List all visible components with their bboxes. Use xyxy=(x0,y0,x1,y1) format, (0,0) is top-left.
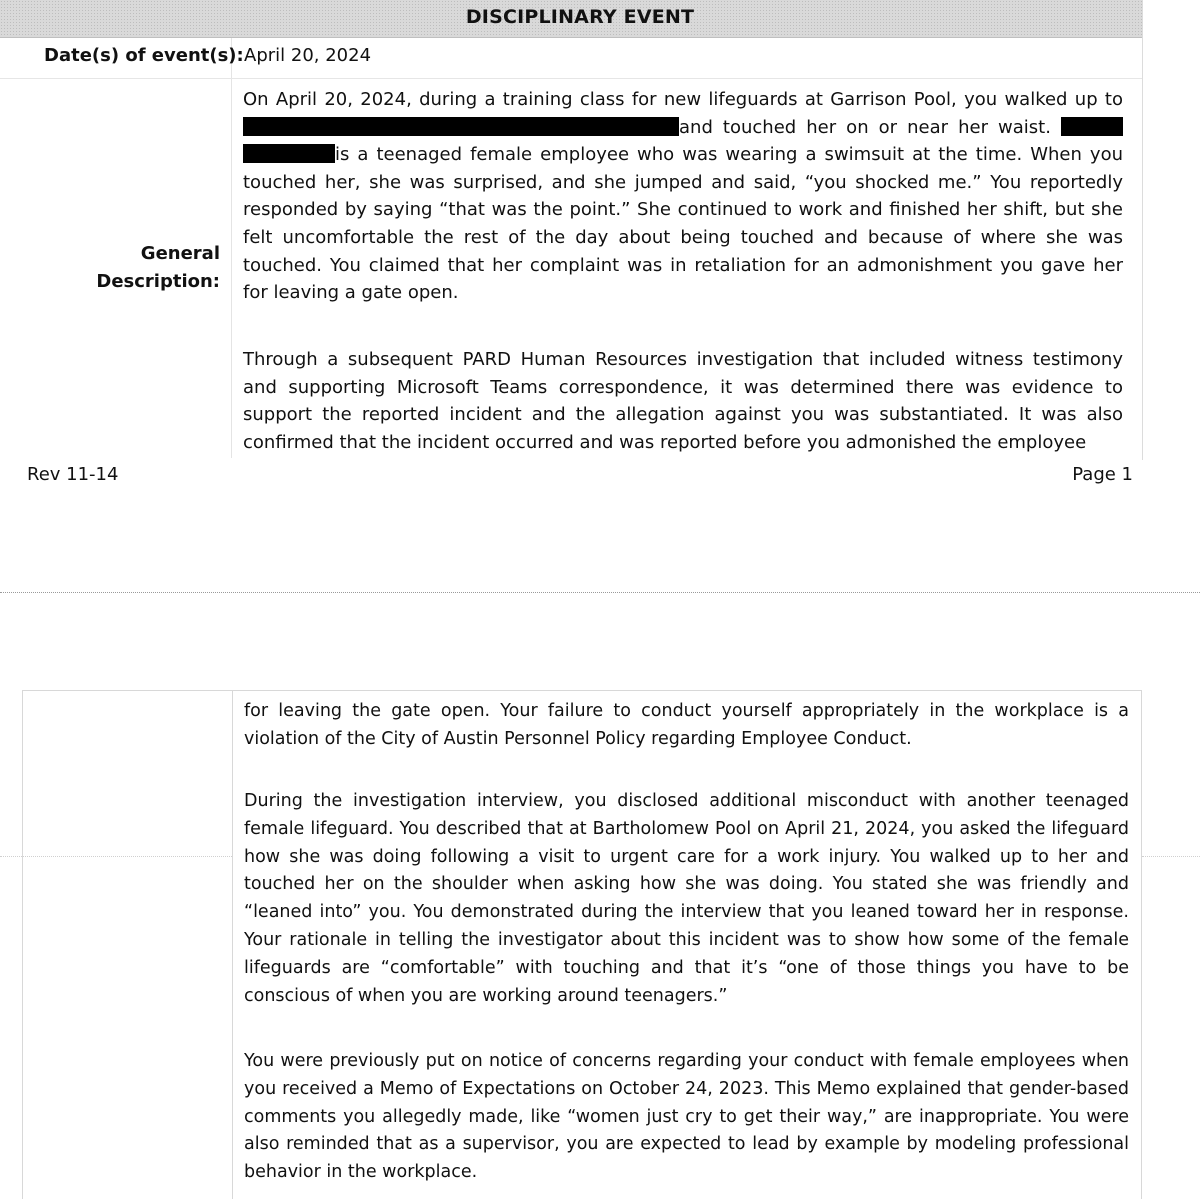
description-paragraph-5: You were previously put on notice of concerns regarding your conduct with female employees when you received a Memo of Expectations on October 24, 2023. This Memo explained that gender-based comments you allegedly made, like “women just cry to get their way,” are inappropriate. You were also reminded that as a supervisor, you are expected to lead by example by modeling professional behavior in the workplace. xyxy=(244,1051,1129,1183)
redaction-block xyxy=(243,144,335,163)
page-number-footer: Page 1 xyxy=(1072,464,1133,485)
document-page-1 xyxy=(0,0,1200,590)
para1-part3: is a teenaged female employee who was wearing a swimsuit at the time. When you touched her, she was surprised, and she jumped and said, “you shocked me.” You reportedly responded by saying “that was the point.” She continued to work and finished her shift, but she felt uncomfortable the rest of the day about being touched and because of where she was touched. You claimed that her complaint was in retaliation for an admonishment you gave her for leaving a gate open. xyxy=(243,144,1123,304)
dotted-guide xyxy=(1142,856,1200,857)
description-paragraph-1 xyxy=(243,86,1123,307)
revision-footer: Rev 11-14 xyxy=(27,464,119,485)
table-right-border xyxy=(1142,0,1143,460)
label-column xyxy=(22,690,232,1199)
general-label-line-2: Description: xyxy=(96,271,220,292)
redaction-block xyxy=(1061,117,1123,136)
page-break-divider xyxy=(0,592,1200,593)
row-divider xyxy=(0,78,1142,79)
date-field-label: Date(s) of event(s): xyxy=(44,45,244,66)
description-paragraph-4: During the investigation interview, you disclosed additional misconduct with another teenaged female lifeguard. You described that at Bartholomew Pool on April 21, 2024, you asked the lifeguard how she was doing following a visit to urgent care for a work injury. You walked up to her and touched her on the shoulder when asking how she was doing. You stated she was friendly and “leaned into” you. You demonstrated during the interview that you leaned toward her in response. Your rationale in telling the investigator about this incident was to show how some of the female lifeguards are “comfortable” with touching and that it’s “one of those things you have to be conscious of when you are working around teenagers.” xyxy=(244,791,1129,1006)
date-field-value: April 20, 2024 xyxy=(244,45,372,66)
section-title: DISCIPLINARY EVENT xyxy=(465,6,695,28)
para1-part2: and touched her on or near her waist. xyxy=(679,116,1051,138)
dotted-guide xyxy=(0,856,232,857)
para1-part1: On April 20, 2024, during a training class for new lifeguards at Garrison Pool, you walked up to xyxy=(243,89,1123,110)
general-description-label xyxy=(20,240,220,296)
description-paragraph-3: for leaving the gate open. Your failure to conduct yourself appropriately in the workplace is a violation of the City of Austin Personnel Policy regarding Employee Conduct. xyxy=(244,701,1129,749)
general-label-line-1: General xyxy=(140,243,220,264)
description-paragraph-2: Through a subsequent PARD Human Resources investigation that included witness testimony and supporting Microsoft Teams correspondence, it was determined there was evidence to support the reported incident and the allegation against you was substantiated. It was also confirmed that the incident occurred and was reported before you admonished the employee xyxy=(243,349,1123,453)
redaction-block xyxy=(243,117,679,136)
document-page-2 xyxy=(0,594,1200,1199)
